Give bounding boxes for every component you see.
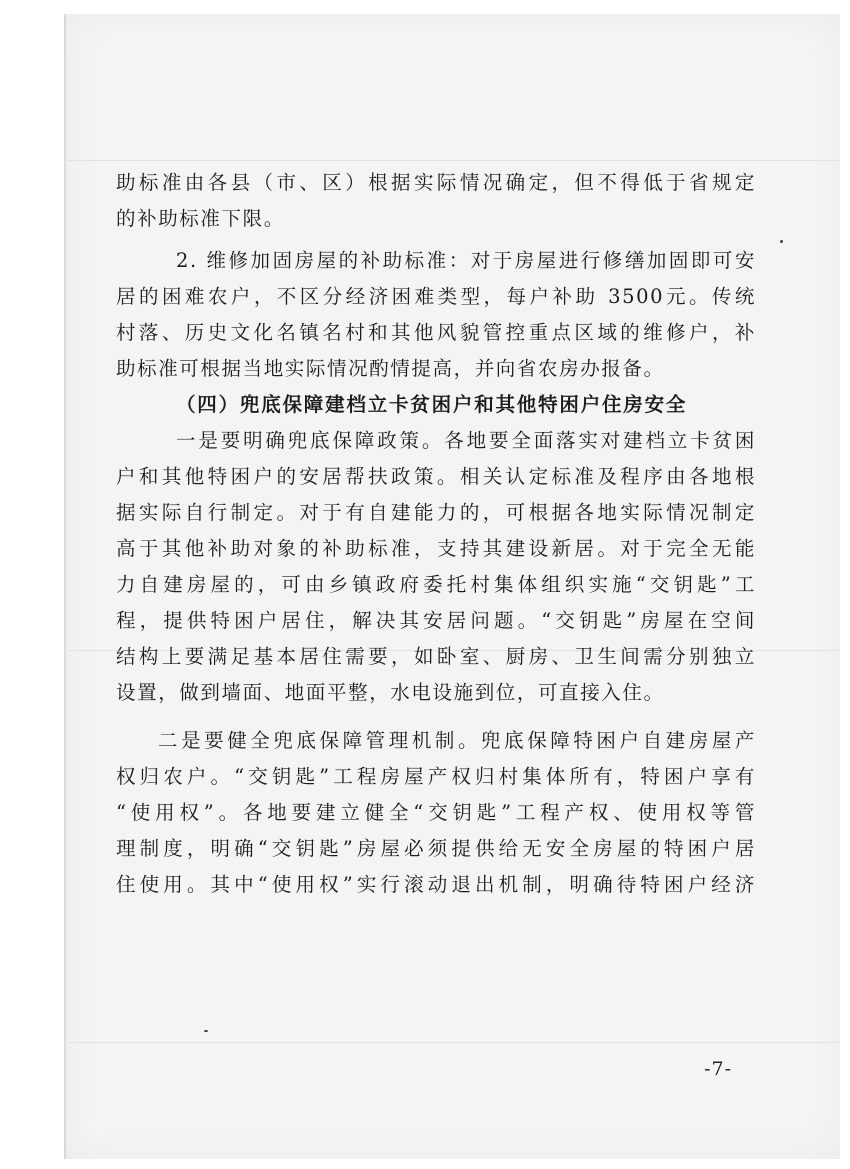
- text-line: 助标准由各县（市、区）根据实际情况确定，但不得低于省规定: [116, 171, 756, 194]
- text-line: 理制度，明确“交钥匙”房屋必须提供给无安全房屋的特困户居: [116, 837, 756, 860]
- text-line: 助标准可根据当地实际情况酌情提高，并向省农房办报备。: [116, 357, 665, 380]
- text-line: 设置，做到墙面、地面平整，水电设施到位，可直接入住。: [116, 681, 665, 704]
- text-line: 户和其他特困户的安居帮扶政策。相关认定标准及程序由各地根: [116, 465, 756, 488]
- text-line: 的补助标准下限。: [116, 207, 285, 230]
- text-line: 高于其他补助对象的补助标准，支持其建设新居。对于完全无能: [116, 537, 756, 560]
- paper-fold-line: [64, 1042, 838, 1043]
- text-line: 程，提供特困户居住，解决其安居问题。“交钥匙”房屋在空间: [116, 609, 756, 632]
- text-line: “使用权”。各地要建立健全“交钥匙”工程产权、使用权等管: [116, 801, 756, 824]
- text-line: 权归农户。“交钥匙”工程房屋产权归村集体所有，特困户享有: [116, 765, 756, 788]
- text-line: 住使用。其中“使用权”实行滚动退出机制，明确待特困户经济: [116, 873, 756, 896]
- scan-speck: [780, 240, 783, 243]
- text-line: 结构上要满足基本居住需要，如卧室、厨房、卫生间需分别独立: [116, 645, 756, 668]
- text-line: 据实际自行制定。对于有自建能力的，可根据各地实际情况制定: [116, 501, 756, 524]
- text-line: 2. 维修加固房屋的补助标准：对于房屋进行修缮加固即可安: [176, 249, 756, 272]
- page-number: -7-: [704, 1058, 732, 1080]
- text-line: 一是要明确兜底保障政策。各地要全面落实对建档立卡贫困: [176, 429, 756, 452]
- text-line: 二是要健全兜底保障管理机制。兜底保障特困户自建房屋产: [158, 729, 756, 752]
- text-line: 力自建房屋的，可由乡镇政府委托村集体组织实施“交钥匙”工: [116, 573, 756, 596]
- scan-speck: [204, 1030, 208, 1032]
- section-heading: （四）兜底保障建档立卡贫困户和其他特困户住房安全: [176, 393, 688, 416]
- document-body: [116, 165, 756, 903]
- paper-fold-line: [64, 160, 838, 161]
- text-line: 村落、历史文化名镇名村和其他风貌管控重点区域的维修户，补: [116, 321, 756, 344]
- text-line: 居的困难农户，不区分经济困难类型，每户补助 3500元。传统: [116, 285, 756, 308]
